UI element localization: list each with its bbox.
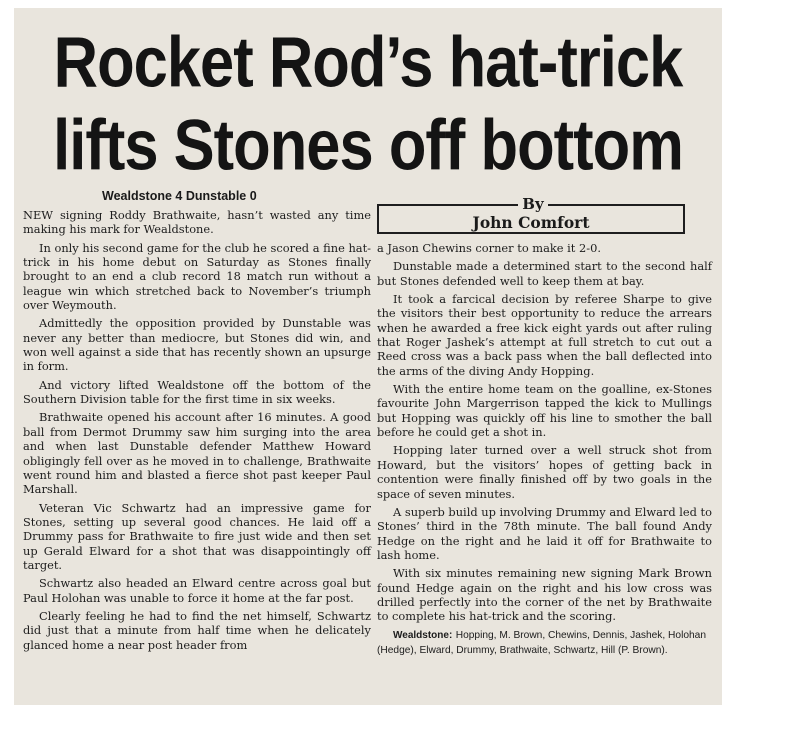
paragraph: With the entire home team on the goalline, ex-Stones favourite John Margerrison tapped the kick to Mullings but Hopping was quickly off his line to smother the ball before he could get a shot in. (377, 382, 712, 440)
byline-box (377, 195, 685, 234)
newspaper-clipping (14, 8, 722, 705)
paragraph: Brathwaite opened his account after 16 minutes. A good ball from Dermot Drummy saw him surging into the area and when last Dunstable defender Matthew Howard obligingly fell over as he moved in to challenge, Brathwaite went round him and blasted a fierce shot past keeper Paul Marshall. (23, 410, 371, 497)
paragraph: A superb build up involving Drummy and Elward led to Stones’ third in the 78th minute. The ball found Andy Hedge on the right and he laid it off for Brathwaite to lash home. (377, 504, 712, 562)
paragraph: Hopping later turned over a well struck shot from Howard, but the visitors’ hopes of getting back in contention were finally finished off by two goals in the space of seven minutes. (377, 443, 712, 501)
team-lineup-players: Hopping, M. Brown, Chewins, Dennis, Jashek, Holohan (Hedge), Elward, Drummy, Brathwaite, Schwartz, Hill (P. Brown). (377, 629, 707, 656)
paragraph: In only his second game for the club he scored a fine hat-trick in his home debut on Saturday as Stones finally brought to an end a club record 18 match run without a league win which stretched back to November’s triumph over Weymouth. (23, 240, 371, 313)
article-column-right (377, 241, 712, 662)
team-lineup (377, 628, 712, 658)
byline-by: By (379, 195, 687, 213)
article-column-left (23, 208, 371, 656)
paragraph: And victory lifted Wealdstone off the bottom of the Southern Division table for the first time in six weeks. (23, 377, 371, 407)
paragraph: It took a farcical decision by referee Sharpe to give the visitors their best opportunity to reduce the arrears when he awarded a free kick eight yards out after ruling that Roger Jashek’s attempt at full stretch to cut out a Reed cross was a back pass when the ball deflected into the arms of the diving Andy Hopping. (377, 292, 712, 378)
paragraph: Schwartz also headed an Elward centre across goal but Paul Holohan was unable to force it home at the far post. (23, 576, 371, 605)
paragraph: With six minutes remaining new signing Mark Brown found Hedge again on the right and his low cross was drilled perfectly into the corner of the net by Brathwaite to complete his hat-trick and the scoring. (377, 566, 712, 624)
paragraph: Clearly feeling he had to find the net himself, Schwartz did just that a minute from half time when he delicately glanced home a near post header from (23, 608, 371, 652)
paragraph: a Jason Chewins corner to make it 2-0. (377, 241, 601, 255)
paragraph: Admittedly the opposition provided by Dunstable was never any better than mediocre, but Stones did win, and won well against a side that has recently shown an upsurge in form. (23, 316, 371, 374)
match-scoreline: Wealdstone 4 Dunstable 0 (102, 189, 257, 203)
team-lineup-label: Wealdstone: (393, 629, 453, 641)
paragraph: Veteran Vic Schwartz had an impressive game for Stones, setting up several good chances. He laid off a Drummy pass for Brathwaite to fire just wide and then set up Gerald Elward for a shot that was disappointingly off target. (23, 500, 371, 572)
headline-line-2: lifts Stones off bottom (53, 104, 683, 186)
paragraph: Dunstable made a determined start to the second half but Stones defended well to keep them at bay. (377, 259, 712, 288)
headline-line-1: Rocket Rod’s hat-trick (53, 21, 683, 103)
author-name: John Comfort (472, 213, 590, 232)
paragraph: NEW signing Roddy Brathwaite, hasn’t wasted any time making his mark for Wealdstone. (23, 208, 371, 237)
